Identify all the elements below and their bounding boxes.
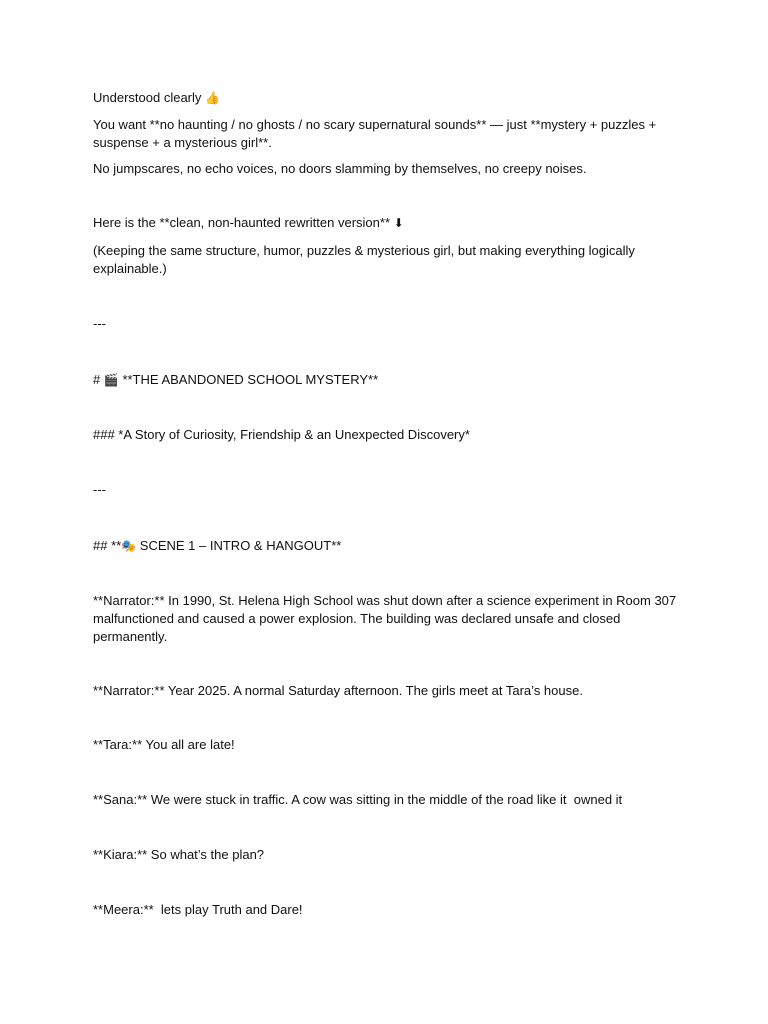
title-text: **THE ABANDONED SCHOOL MYSTERY** <box>122 372 379 387</box>
scene-prefix: ## ** <box>93 538 122 553</box>
divider-2: --- <box>93 482 106 497</box>
divider-1: --- <box>93 316 106 331</box>
script-line-sana: **Sana:** We were stuck in traffic. A cow was sitting in the middle of the road like it owned it <box>93 792 623 807</box>
theater-masks-icon: 🎭 <box>121 539 137 553</box>
pointing-hand-icon: 👍 <box>205 91 220 105</box>
script-line-meera: **Meera:** lets play Truth and Dare! <box>93 902 303 917</box>
script-line-kiara: **Kiara:** So what’s the plan? <box>93 847 265 862</box>
down-arrow-icon: ⬇ <box>393 216 404 230</box>
script-line-narrator-2: **Narrator:** Year 2025. A normal Saturday afternoon. The girls meet at Tara’s house. <box>93 683 583 698</box>
scene-text: SCENE 1 – INTRO & HANGOUT** <box>139 538 342 553</box>
scene-heading <box>93 537 683 555</box>
story-title <box>93 371 683 389</box>
title-prefix: # <box>93 372 101 387</box>
no-list-paragraph: No jumpscares, no echo voices, no doors slamming by themselves, no creepy noises. <box>93 161 587 176</box>
story-subtitle: ### *A Story of Curiosity, Friendship & an Unexpected Discovery* <box>93 427 470 442</box>
clapperboard-icon: 🎬 <box>103 373 119 387</box>
want-paragraph: You want **no haunting / no ghosts / no scary supernatural sounds** — just **mystery + puzzles + suspense + a mysterious girl**. <box>93 117 660 150</box>
keeping-note: (Keeping the same structure, humor, puzzles & mysterious girl, but making everything logically explainable.) <box>93 243 639 276</box>
here-is-line <box>93 214 683 232</box>
intro-text: Understood clearly <box>93 90 202 105</box>
script-line-narrator-1: **Narrator:** In 1990, St. Helena High School was shut down after a science experiment in Room 307 malfunctioned and caused a power explosion. The building was declared unsafe and closed permanently. <box>93 593 680 644</box>
here-is-text: Here is the **clean, non-haunted rewritten version** <box>93 215 391 230</box>
intro-line <box>93 89 683 107</box>
script-line-tara: **Tara:** You all are late! <box>93 737 235 752</box>
